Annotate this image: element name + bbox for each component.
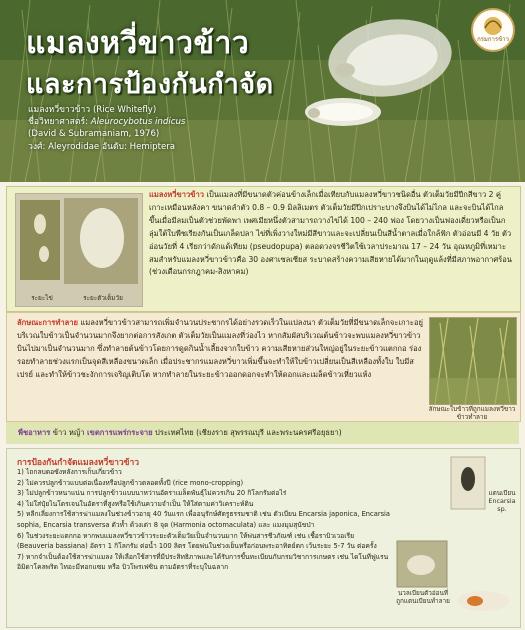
host-plant-label: พืชอาหาร	[18, 428, 51, 437]
caption-adult: ระยะตัวเต็มวัย	[83, 294, 123, 302]
damage-lead: ลักษณะการทำลาย	[17, 318, 78, 327]
caption-parasitized: นวลเบียนตัวอ่อนที่ถูกแตนเบียนทำลาย	[396, 589, 450, 605]
damaged-rice-image	[430, 318, 516, 404]
poster-title-line2: และการป้องกันกำจัด	[26, 69, 274, 100]
damage-photo-caption: ลักษณะใบข้าวที่ถูกแมลงหวี่ขาวข้าวทำลาย	[428, 405, 516, 421]
control-heading: การป้องกันกำจัดแมลงหวี่ขาวข้าว	[17, 458, 140, 468]
host-distribution-bar	[6, 422, 519, 444]
control-item: 7) หากจำเป็นต้องใช้สารฆ่าแมลง ให้เลือกใช้สารที่มีประสิทธิภาพและได้รับการขึ้นทะเบียนกับกรมวิชาการเกษตร เช่น ไดโนทีฟูแรน อิมิดาโคลพริด ไทอะมีทอกแซม หรือ บิวโพรเฟซิน ตามอัตราที่ระบุในฉลาก	[17, 552, 389, 572]
scientific-name: Aleurocybotus indicus	[90, 117, 186, 127]
damage-text	[17, 317, 425, 382]
control-item: 2) ไม่ควรปลูกข้าวแบบต่อเนื่องหรือปลูกข้าวตลอดทั้งปี (rice mono-cropping)	[17, 478, 244, 487]
logo-text: กรมการข้าว	[477, 36, 509, 43]
damage-description: แมลงหวี่ขาวข้าวสามารถเพิ่มจำนวนประชากรได้อย่างรวดเร็วในแปลงนา ตัวเต็มวัยที่มีขนาดเล็กจะเกาะอยู่บริเวณใบข้าวเป็นจำนวนมากจึงยากต่อการสังเกต ตัวเต็มวัยเป็นแมลงที่ว่องไว หากสัมผัสบริเวณต้นข้าวจะพบแมลงหวี่ขาวข้าวบินไปมาเป็นจำนวนมาก ซึ่งทำลายต้นข้าวโดยการดูดกินน้ำเลี้ยงจากใบข้าว ความเสียหายส่วนใหญ่อยู่ในระยะข้าวแตกกอ ร่องรอยทำลายช่วงแรกเป็นจุดสีเหลืองขนาดเล็ก เมื่อประชากรแมลงหวี่ขาวเพิ่มขึ้นจะทำให้ใบข้าวเปลี่ยนเป็นสีเหลืองทั้งใบ ใบมีสเปรย์ และทำให้ข้าวชะงักการเจริญเติบโต หากทำลายในระยะข้าวออกดอกจะทำให้ดอกและเมล็ดข้าวเหี่ยวแห้ง	[17, 318, 423, 379]
family-order: วงศ์: Aleyrodidae อันดับ: Hemiptera	[28, 142, 176, 152]
natural-enemy-photos	[393, 455, 515, 621]
control-item: 1) ไถกลบตอซังหลังการเก็บเกี่ยวข้าว	[17, 468, 122, 476]
control-item: 5) หลีกเลี่ยงการใช้สารฆ่าแมลงในช่วงข้าวอายุ 40 วันแรก เพื่ออนุรักษ์ศัตรูธรรมชาติ เช่น ตัวเบียน Encarsia japonica, Encarsia sophia, Encarsia transversa ตัวห้ำ ด้วงเต่า 8 จุด (Harmonia octomaculata) และ แมงมุมสุนัขป่า	[17, 510, 391, 529]
rice-department-emblem-icon	[473, 10, 513, 50]
header-banner	[0, 0, 525, 182]
scientific-name-label: ชื่อวิทยาศาสตร์:	[28, 117, 91, 127]
whitefly-closeup-photo	[300, 94, 386, 130]
biology-text	[149, 189, 513, 279]
host-distribution-text	[18, 427, 342, 439]
biology-lead: แมลงหวี่ขาวข้าว	[149, 190, 204, 199]
biology-section	[6, 186, 521, 312]
life-stage-photos	[15, 193, 143, 307]
distribution-label: เขตการแพร่กระจาย	[87, 428, 153, 437]
poster-title-line1: แมลงหวี่ขาวข้าว	[26, 26, 250, 61]
caption-parasitoid: แตนเบียน Encarsia sp.	[488, 489, 516, 513]
caption-egg: ระยะไข่	[31, 294, 53, 302]
host-plant-value: ข้าว หญ้า	[50, 428, 88, 437]
control-item: 4) ไม่ใส่ปุ๋ยไนโตรเจนในอัตราที่สูงหรือใช้เกินความจำเป็น ให้ใส่ตามค่าวิเคราะห์ดิน	[17, 499, 254, 508]
life-stage-image	[16, 194, 142, 306]
biology-description: เป็นแมลงที่มีขนาดตัวค่อนข้างเล็กเมื่อเทียบกับแมลงหวี่ขาวชนิดอื่น ตัวเต็มวัยมีปีกสีขาว 2 คู่ เกาะเหมือนหลังคา ขนาดลำตัว 0.8 – 0.9 มิลลิเมตร ตัวเต็มวัยมีปีกเปราะบางจึงบินได้ไม่ไกล และจะบินได้ไกลขึ้นเมื่อมีลมเป็นตัวช่วยพัดพา เพศเมียหนึ่งตัวสามารถวางไข่ได้ 100 – 240 ฟอง โดยวางเป็นฟองเดี่ยวหรือเป็นกลุ่มใต้ใบพืชเรียงกันเป็นเกล็ดปลา ไข่ที่เพิ่งวางใหม่มีสีขาวและจะเปลี่ยนเป็นสีน้ำตาลเมื่อใกล้ฟัก ตัวอ่อนมี 4 วัย ตัวอ่อนวัยที่ 4 เรียกว่าดักแด้เทียม (pseudopupa) ตลอดวงจรชีวิตใช้เวลาประมาณ 17 – 24 วัน อุณหภูมิที่เหมาะสมสำหรับแมลงหวี่ขาวข้าวคือ 30 องศาเซลเซียส ระบาดสร้างความเสียหายได้มากในฤดูแล้งที่มีสภาพอากาศร้อน (ช่วงเดือนกรกฎาคม-สิงหาคม)	[149, 190, 512, 277]
common-name: แมลงหวี่ขาวข้าว (Rice Whitefly)	[28, 105, 157, 115]
control-item: 6) ในช่วงระยะแตกกอ หากพบแมลงหวี่ขาวข้าวระยะตัวเต็มวัยเป็นจำนวนมาก ให้พ่นสารชีวภัณฑ์ เช่น เชื้อราบิวเวอเรีย (Beauveria bassiana) อัตรา 1 กิโลกรัม ต่อน้ำ 100 ลิตร โดยพ่นในช่วงเย็นหรือก่อนพระอาทิตย์ตก เว้นระยะ 5-7 วัน ต่อครั้ง	[17, 531, 377, 551]
scientific-name-line	[28, 117, 185, 128]
rice-department-logo	[471, 8, 515, 52]
distribution-value: ประเทศไทย (เชียงราย สุพรรณบุรี และพระนครศรีอยุธยา)	[152, 428, 342, 437]
authority: (David & Subramaniam, 1976)	[28, 129, 160, 139]
damage-section	[6, 312, 521, 422]
control-list	[17, 467, 391, 573]
damaged-rice-photo	[429, 317, 517, 405]
control-section	[6, 448, 521, 628]
control-item: 3) ไม่ปลูกข้าวหนาแน่น การปลูกข้าวแบบนาหว่านอัตราเมล็ดพันธุ์ไม่ควรเกิน 20 กิโลกรัมต่อไร่	[17, 489, 287, 498]
